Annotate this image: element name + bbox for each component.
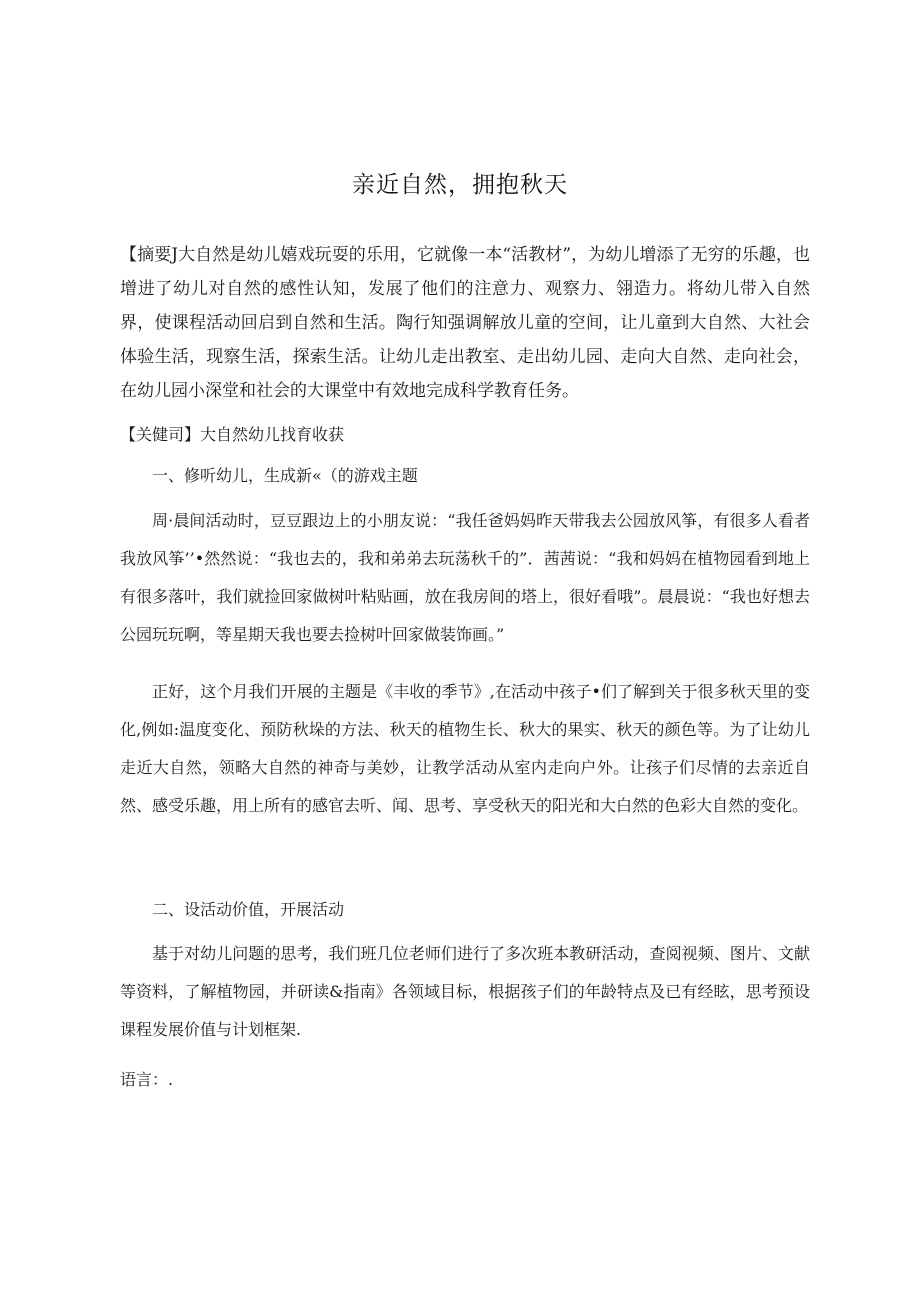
body-paragraph-1: 周·晨间活动时，豆豆跟边上的小朋友说：“我任爸妈妈昨天带我去公园放风筝，有很多人看者我放风筝’’•然然说：“我也去的，我和弟弟去玩荡秋千的”．茜茜说：“我和妈妈在植物园看到地上有很多落叶，我们就捡回家做树叶粘贴画，放在我房间的塔上，很好看哦”。晨晨说：“我也好想去公园玩玩啊，等星期天我也要去捡树叶回家做装饰画。” [120,511,810,644]
body-paragraph-2: 正好，这个月我们开展的主题是《丰收的季节》,在活动中孩子•们了解到关于很多秋天里的变化,例如:温度变化、预防秋垛的方法、秋天的植物生长、秋大的果实、秋天的颜色等。为了让幼儿走近大自然，领略大自然的神奇与美妙，让教学活动从室内走向户外。让孩子们尽情的去亲近自然、感受乐趣，用上所有的感官去听、闻、思考、享受秋天的阳光和大白然的色彩大自然的变化。 [120,682,810,815]
abstract-paragraph: 【摘要J大自然是幼儿嬉戏玩耍的乐用，它就像一本“活教材”，为幼儿增添了无穷的乐趣，也增进了幼儿对自然的感性认知，发展了他们的注意力、观察力、翎造力。将幼儿带入自然界，使课程活动回启到自然和生活。陶行知强调解放儿童的空间，让儿童到大自然、大社会体验生活，现察生活，探索生活。让幼儿走出教室、走出幼儿园、走向大自然、走向社会，在幼儿园小深堂和社会的大课堂中有效地完成科学教育任务。 [120,245,810,401]
section-heading-1: 一、修听幼儿，生成新«（的游戏主题 [152,466,418,485]
keywords-line: 【关健司】大自然幼儿找育收获 [120,425,345,444]
section-heading-2: 二、设活动价值，开展活动 [152,900,345,919]
body-paragraph-3: 基于对幼儿问题的思考，我们班几位老师们进行了多次班本教研活动，查阅视频、图片、文献等资料，了解植物园，并研读&指南》各领域目标，根据孩子们的年龄特点及已有经眩，思考预设课程发展价值与计划框架. [120,944,810,1039]
language-label: 语言：. [120,1070,174,1089]
document-title: 亲近自然，拥抱秋天 [352,172,568,198]
